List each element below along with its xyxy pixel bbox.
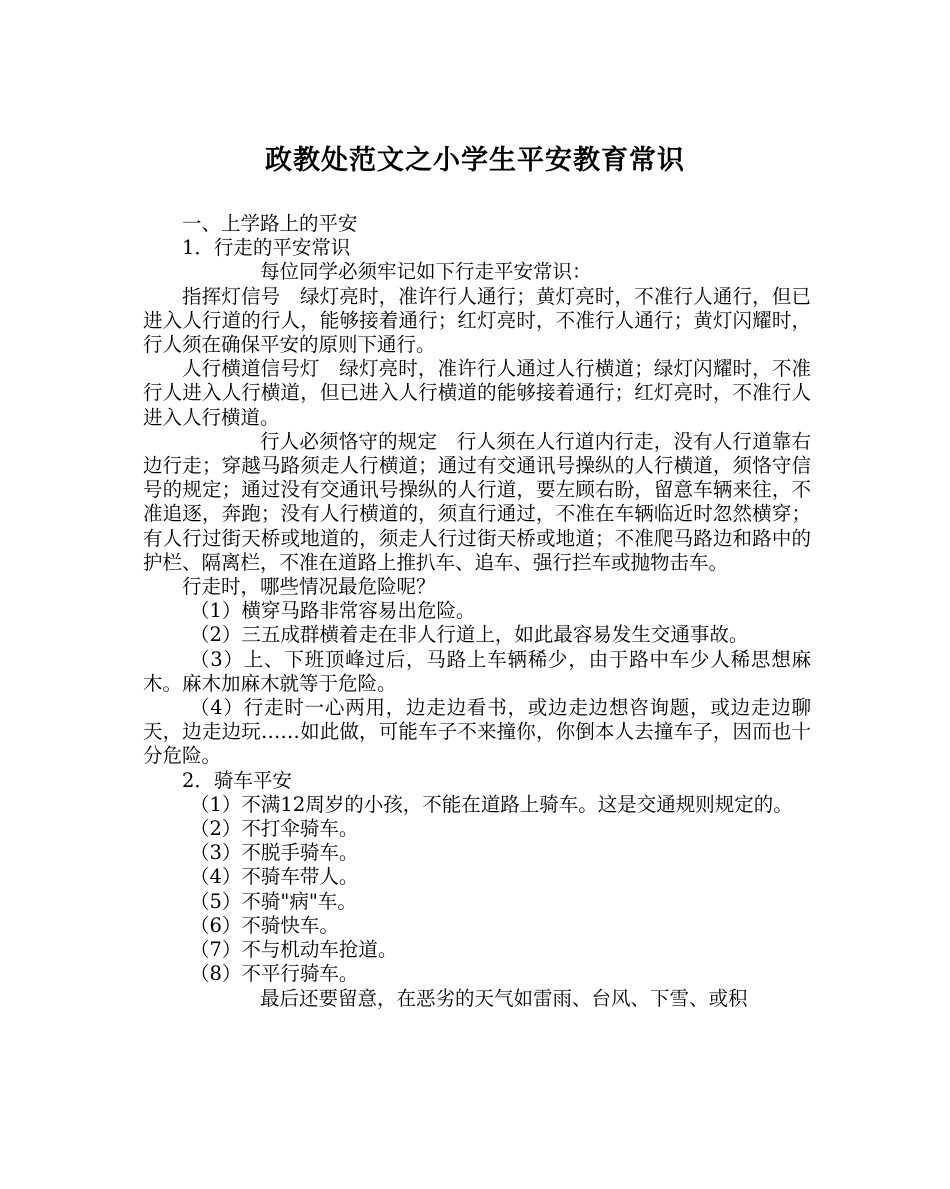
paragraph: 行人必须恪守的规定 行人须在人行道内行走，没有人行道靠右边行走；穿越马路须走人行横道；通过有交通讯号操纵的人行横道，须恪守信号的规定；通过没有交通讯号操纵的人行道，要左顾右盼，留意车辆来往，不准追逐，奔跑；没有人行横道的，须直行通过，不准在车辆临近时忽然横穿；有人行过街天桥或地道的，须走人行过街天桥或地道；不准爬马路边和路中的护栏、隔离栏，不准在道路上推扒车、追车、强行拦车或抛物击车。 [143, 429, 811, 574]
paragraph: 人行横道信号灯 绿灯亮时，准许行人通过人行横道；绿灯闪耀时，不准行人进入人行横道，但已进入人行横道的能够接着通行；红灯亮时，不准行人进入人行横道。 [143, 357, 811, 429]
paragraph: 行走时，哪些情况最危险呢？ [182, 575, 436, 599]
paragraph: 每位同学必须牢记如下行走平安常识： [260, 260, 592, 284]
list-item: （3）上、下班顶峰过后，马路上车辆稀少，由于路中车少人稀思想麻木。麻木加麻木就等于危险。 [143, 647, 811, 695]
list-item: （4）不骑车带人。 [190, 865, 359, 889]
list-item: （1）横穿马路非常容易出危险。 [190, 599, 476, 623]
paragraph: 指挥灯信号 绿灯亮时，准许行人通行；黄灯亮时，不准行人通行，但已进入人行道的行人，能够接着通行；红灯亮时，不准行人通行；黄灯闪耀时，行人须在确保平安的原则下通行。 [143, 284, 811, 357]
list-item: （3）不脱手骑车。 [190, 841, 359, 865]
list-item: （8）不平行骑车。 [190, 962, 359, 986]
list-item: （5）不骑"病"车。 [190, 889, 357, 913]
section-heading: 一、上学路上的平安 [182, 212, 358, 235]
list-item: （7）不与机动车抢道。 [190, 938, 398, 962]
list-item: （2）不打伞骑车。 [190, 817, 359, 841]
list-item: （4）行走时一心两用，边走边看书，或边走边想咨询题，或边走边聊天，边走边玩……如此做，可能车子不来撞你，你倒本人去撞车子，因而也十分危险。 [143, 696, 811, 768]
list-item: （1）不满12周岁的小孩，不能在道路上骑车。这是交通规则规定的。 [190, 792, 793, 816]
document-body [143, 212, 811, 1011]
subsection-heading: 1．行走的平安常识 [182, 236, 351, 260]
paragraph: 最后还要留意，在恶劣的天气如雷雨、台风、下雪、或积 [260, 986, 748, 1010]
subsection-heading: 2．骑车平安 [182, 768, 292, 792]
document-title: 政教处范文之小学生平安教育常识 [265, 145, 685, 176]
list-item: （6）不骑快车。 [190, 913, 339, 937]
list-item: （2）三五成群横着走在非人行道上，如此最容易发生交通事故。 [190, 623, 749, 647]
